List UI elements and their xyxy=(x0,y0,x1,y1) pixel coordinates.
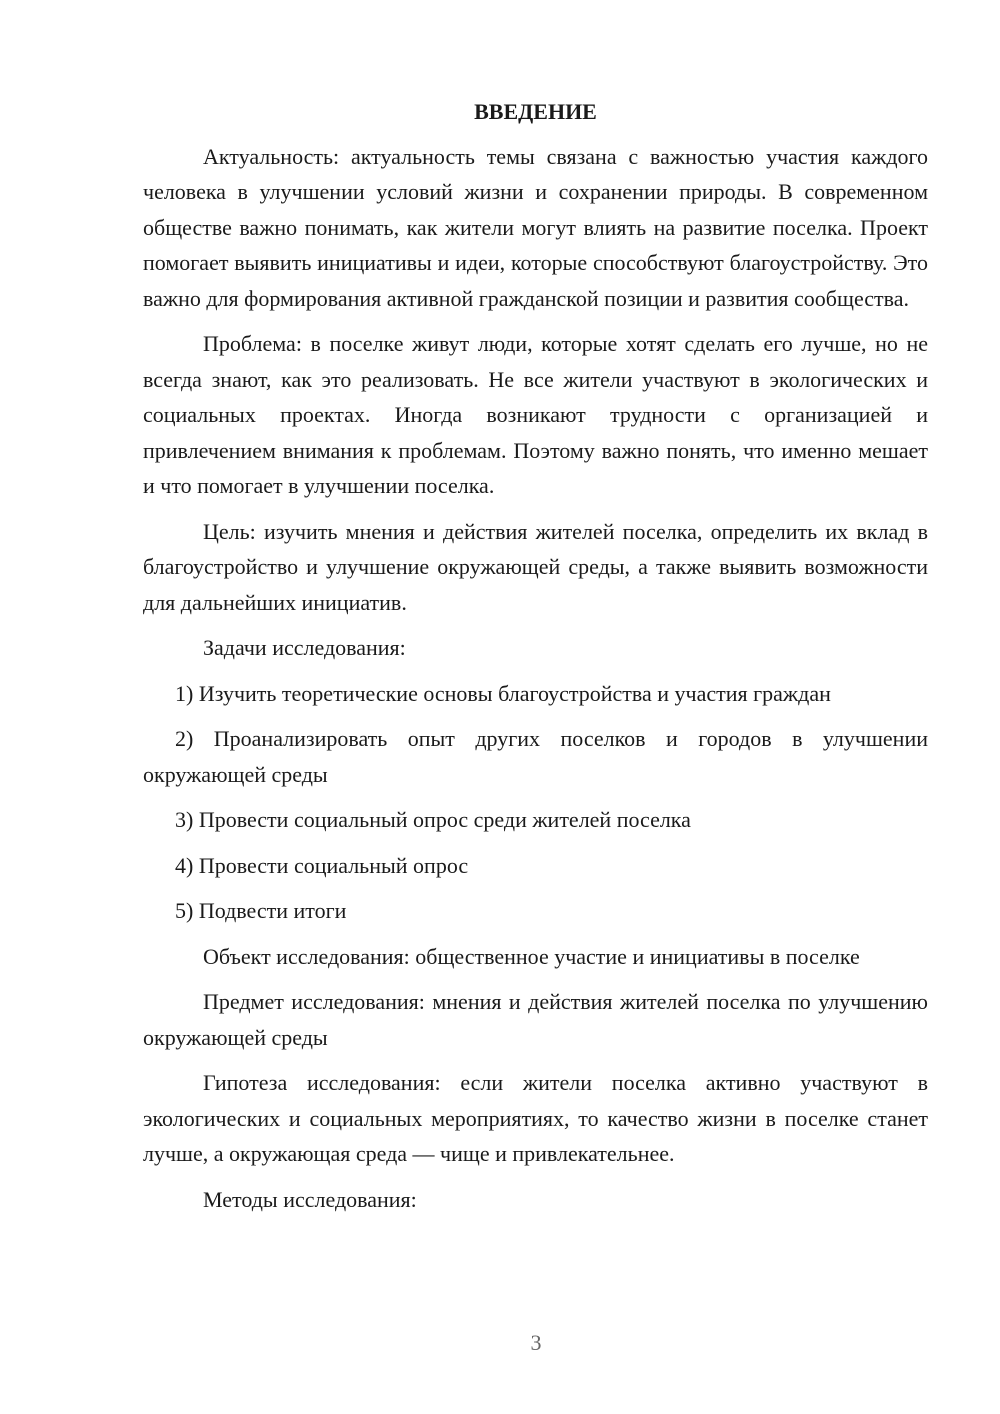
tasks-heading: Задачи исследования: xyxy=(203,635,406,660)
methods-heading: Методы исследования: xyxy=(203,1186,417,1212)
object-paragraph: Объект исследования: общественное участие и инициативы в поселке xyxy=(203,943,860,969)
task-item: 3) Провести социальный опрос среди жителей поселка xyxy=(175,807,691,832)
problem-paragraph: Проблема: в поселке живут люди, которые хотят сделать его лучше, но не всегда знают, как это реализовать. Не все жители участвуют в экологических и социальных проектах. Иногда возникают трудности с организацией и привлечением внимания к проблемам. Поэтому важно понять, что именно мешает и что помогает в улучшении поселка. xyxy=(143,331,928,498)
relevance-paragraph: Актуальность: актуальность темы связана с важностью участия каждого человека в улучшении условий жизни и сохранении природы. В современном обществе важно понимать, как жители могут влиять на развитие поселка. Проект помогает выявить инициативы и идеи, которые способствуют благоустройству. Это важно для формирования активной гражданской позиции и развития сообщества. xyxy=(143,143,928,311)
task-item: 2) Проанализировать опыт других поселков и городов в улучшении окружающей среды xyxy=(143,726,928,787)
page-content xyxy=(143,94,928,1227)
task-item: 4) Провести социальный опрос xyxy=(175,852,469,878)
section-title: ВВЕДЕНИЕ xyxy=(474,99,597,124)
task-item: 1) Изучить теоретические основы благоустройства и участия граждан xyxy=(175,680,831,706)
page-number: 3 xyxy=(530,1330,542,1355)
subject-paragraph: Предмет исследования: мнения и действия жителей поселка по улучшению окружающей среды xyxy=(143,989,928,1050)
goal-paragraph: Цель: изучить мнения и действия жителей поселка, определить их вклад в благоустройство и улучшение окружающей среды, а также выявить возможности для дальнейших инициатив. xyxy=(143,518,928,615)
task-item: 5) Подвести итоги xyxy=(175,898,347,923)
hypothesis-paragraph: Гипотеза исследования: если жители поселка активно участвуют в экологических и социальных мероприятиях, то качество жизни в поселке станет лучше, а окружающая среда — чище и привлекательнее. xyxy=(143,1070,928,1166)
